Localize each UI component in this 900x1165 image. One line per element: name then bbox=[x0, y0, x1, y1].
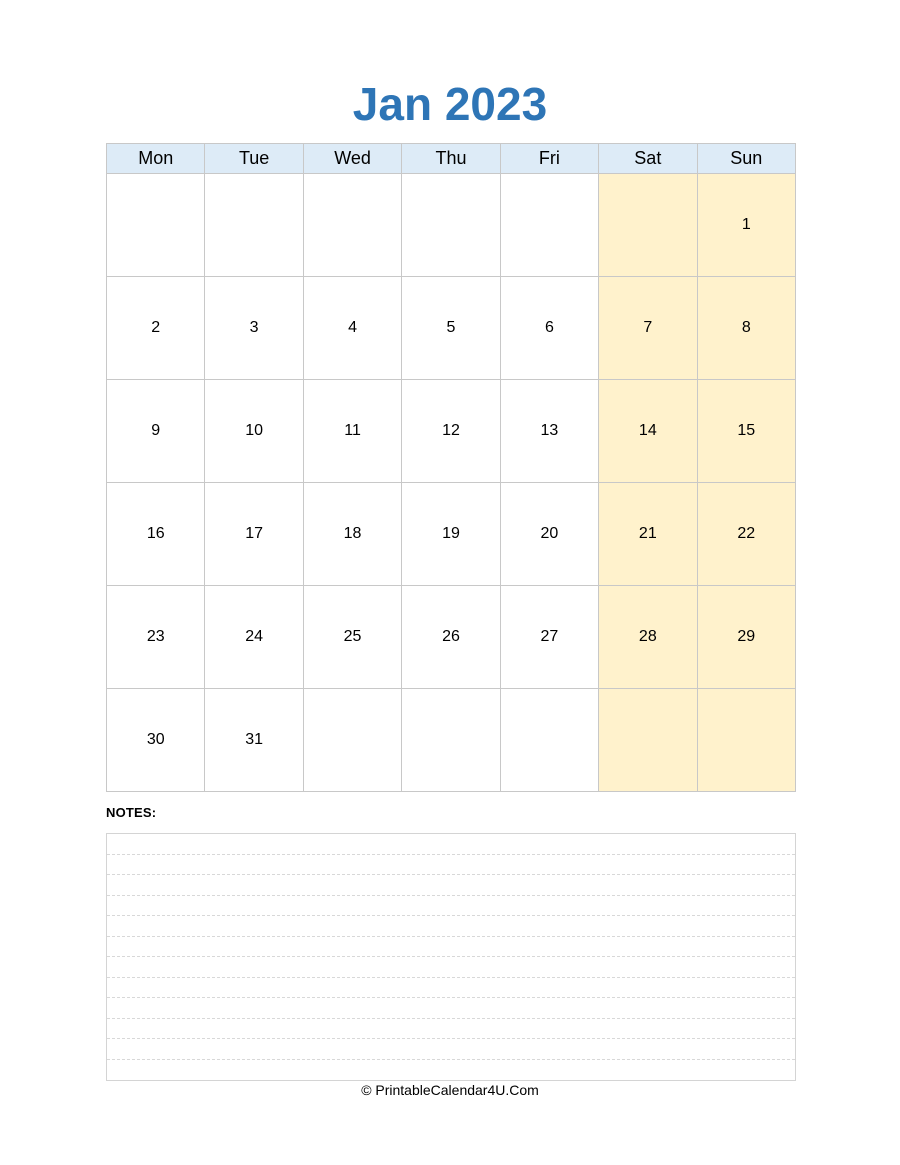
day-cell: 3 bbox=[205, 277, 303, 380]
weekday-header-sat: Sat bbox=[599, 144, 697, 174]
note-line[interactable] bbox=[107, 896, 795, 917]
day-cell-weekend bbox=[697, 689, 795, 792]
day-cell: 30 bbox=[107, 689, 205, 792]
footer-copyright: © PrintableCalendar4U.Com bbox=[361, 1082, 539, 1098]
day-cell-weekend bbox=[599, 689, 697, 792]
day-cell-weekend: 28 bbox=[599, 586, 697, 689]
day-cell-weekend: 15 bbox=[697, 380, 795, 483]
day-cell: 27 bbox=[500, 586, 598, 689]
day-cell: 10 bbox=[205, 380, 303, 483]
day-cell-weekend: 8 bbox=[697, 277, 795, 380]
day-cell bbox=[303, 174, 401, 277]
note-line[interactable] bbox=[107, 834, 795, 855]
day-cell-weekend: 21 bbox=[599, 483, 697, 586]
weekday-header-thu: Thu bbox=[402, 144, 500, 174]
week-row bbox=[107, 277, 796, 380]
weekday-header-wed: Wed bbox=[303, 144, 401, 174]
day-cell: 12 bbox=[402, 380, 500, 483]
note-line[interactable] bbox=[107, 978, 795, 999]
day-cell: 11 bbox=[303, 380, 401, 483]
note-line[interactable] bbox=[107, 998, 795, 1019]
day-cell-weekend: 7 bbox=[599, 277, 697, 380]
weekday-header-tue: Tue bbox=[205, 144, 303, 174]
day-cell: 23 bbox=[107, 586, 205, 689]
day-cell-weekend: 22 bbox=[697, 483, 795, 586]
day-cell: 2 bbox=[107, 277, 205, 380]
note-line[interactable] bbox=[107, 937, 795, 958]
day-cell: 5 bbox=[402, 277, 500, 380]
weekday-header-sun: Sun bbox=[697, 144, 795, 174]
week-row bbox=[107, 689, 796, 792]
day-cell: 17 bbox=[205, 483, 303, 586]
day-cell: 25 bbox=[303, 586, 401, 689]
day-cell bbox=[303, 689, 401, 792]
note-line[interactable] bbox=[107, 1039, 795, 1060]
day-cell bbox=[500, 689, 598, 792]
weekday-header-row bbox=[107, 144, 796, 174]
day-cell bbox=[500, 174, 598, 277]
weekday-header-fri: Fri bbox=[500, 144, 598, 174]
day-cell: 24 bbox=[205, 586, 303, 689]
day-cell: 26 bbox=[402, 586, 500, 689]
day-cell-weekend: 29 bbox=[697, 586, 795, 689]
weekday-header-mon: Mon bbox=[107, 144, 205, 174]
day-cell-weekend bbox=[599, 174, 697, 277]
day-cell: 9 bbox=[107, 380, 205, 483]
note-line[interactable] bbox=[107, 1019, 795, 1040]
day-cell: 19 bbox=[402, 483, 500, 586]
notes-label: NOTES: bbox=[106, 805, 157, 820]
day-cell bbox=[402, 174, 500, 277]
calendar-grid bbox=[106, 143, 796, 792]
day-cell: 18 bbox=[303, 483, 401, 586]
day-cell: 13 bbox=[500, 380, 598, 483]
note-line[interactable] bbox=[107, 1060, 795, 1081]
day-cell: 4 bbox=[303, 277, 401, 380]
day-cell-weekend: 1 bbox=[697, 174, 795, 277]
page-title: Jan 2023 bbox=[352, 78, 548, 130]
day-cell bbox=[107, 174, 205, 277]
note-line[interactable] bbox=[107, 875, 795, 896]
note-line[interactable] bbox=[107, 957, 795, 978]
day-cell: 20 bbox=[500, 483, 598, 586]
day-cell: 16 bbox=[107, 483, 205, 586]
day-cell: 31 bbox=[205, 689, 303, 792]
day-cell bbox=[402, 689, 500, 792]
notes-area[interactable] bbox=[106, 833, 796, 1081]
day-cell: 6 bbox=[500, 277, 598, 380]
week-row bbox=[107, 586, 796, 689]
day-cell-weekend: 14 bbox=[599, 380, 697, 483]
note-line[interactable] bbox=[107, 855, 795, 876]
week-row bbox=[107, 483, 796, 586]
week-row bbox=[107, 380, 796, 483]
day-cell bbox=[205, 174, 303, 277]
week-row bbox=[107, 174, 796, 277]
note-line[interactable] bbox=[107, 916, 795, 937]
